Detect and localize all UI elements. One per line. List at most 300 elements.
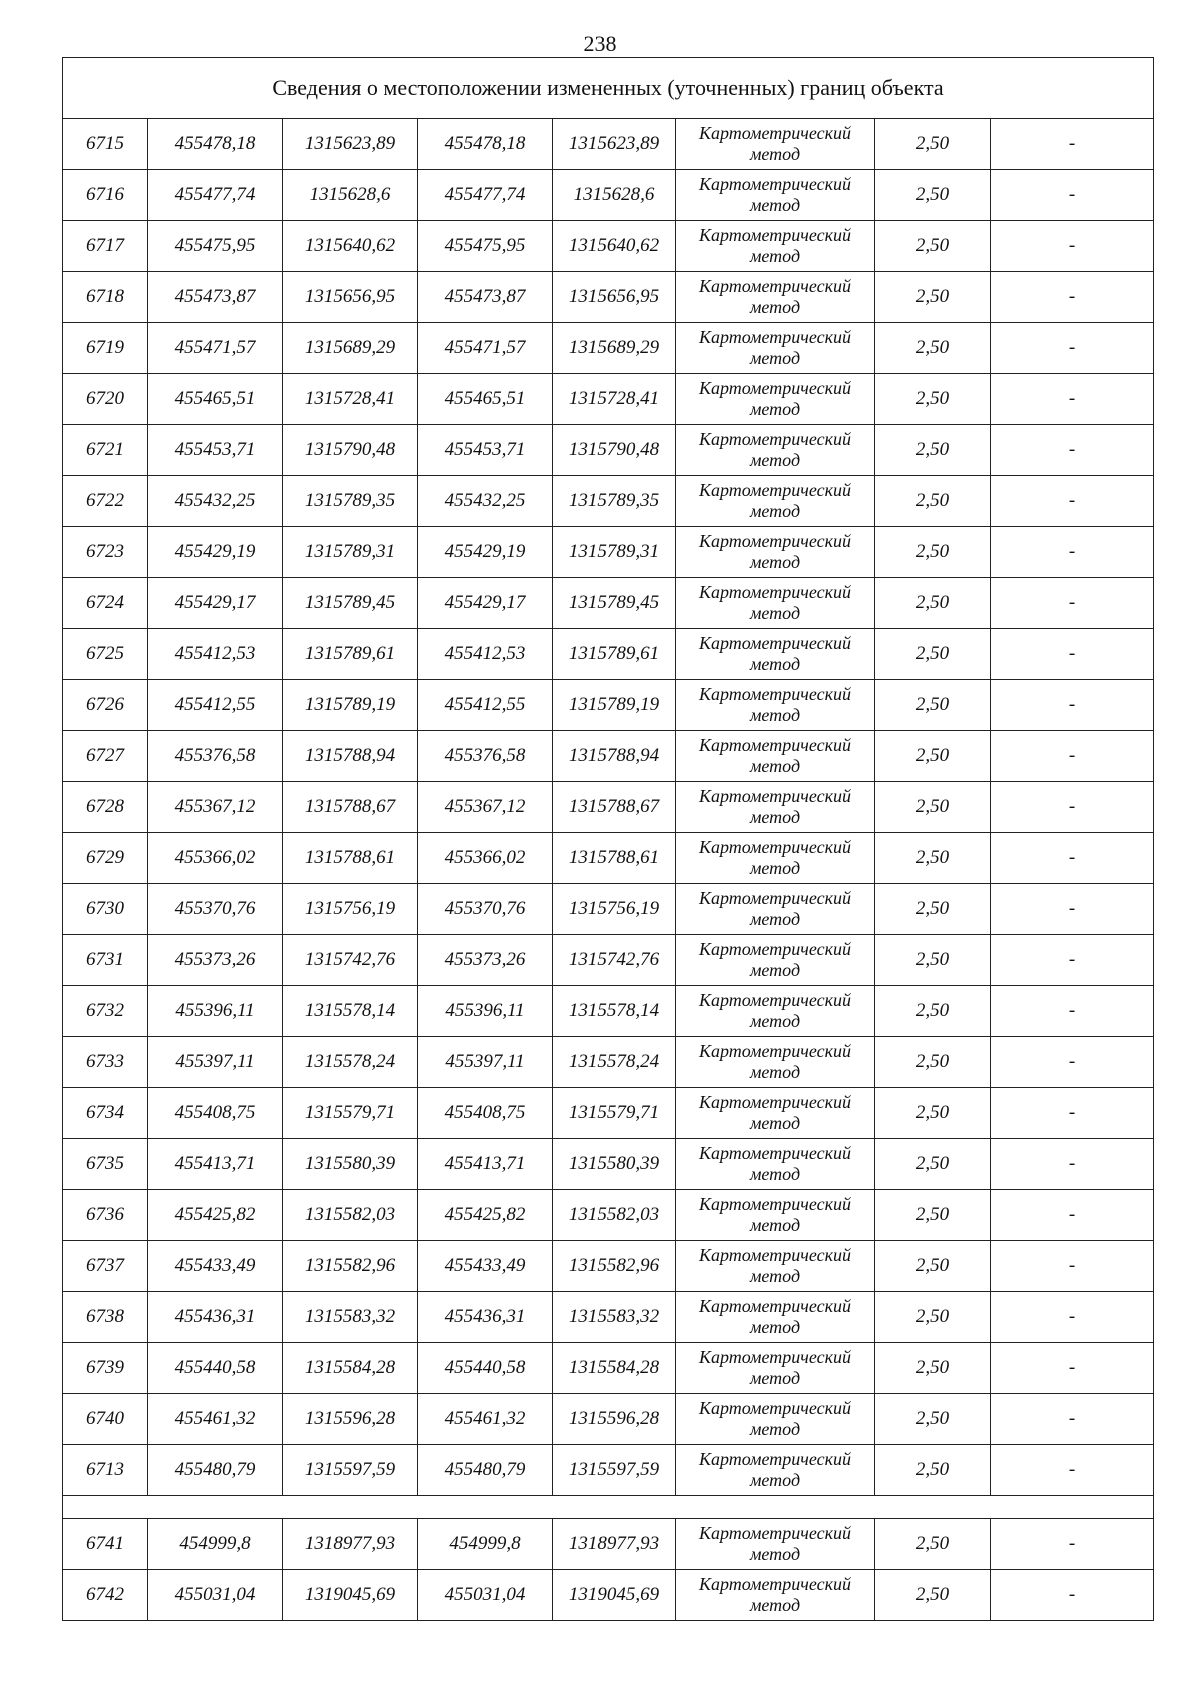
method-line-1: Картометрический [698,1398,851,1418]
method-line-1: Картометрический [698,939,851,959]
method-line-2: метод [749,501,801,521]
existing-y-cell: 1315789,61 [283,629,418,680]
note-cell: - [991,476,1154,527]
existing-y-cell: 1315742,76 [283,935,418,986]
existing-y-cell: 1315640,62 [283,221,418,272]
method-line-2: метод [749,603,801,623]
method-line-2: метод [749,807,801,827]
existing-x-cell: 455477,74 [148,170,283,221]
point-number-cell: 6722 [63,476,148,527]
method-cell [676,1394,875,1445]
table-title: Сведения о местоположении измененных (уточненных) границ объекта [63,58,1154,119]
refined-y-cell: 1315640,62 [553,221,676,272]
method-cell [676,1139,875,1190]
refined-y-cell: 1315789,19 [553,680,676,731]
point-number-cell: 6717 [63,221,148,272]
table-row [63,323,1154,374]
point-number-cell: 6727 [63,731,148,782]
method-line-2: метод [749,1164,801,1184]
refined-y-cell: 1315584,28 [553,1343,676,1394]
table-row [63,1190,1154,1241]
method-cell [676,1241,875,1292]
note-cell: - [991,731,1154,782]
table-row [63,1343,1154,1394]
method-line-2: метод [749,1544,801,1564]
method-cell [676,323,875,374]
group-separator-row [63,1496,1154,1519]
accuracy-cell: 2,50 [875,1292,991,1343]
method-line-2: метод [749,1011,801,1031]
note-cell: - [991,425,1154,476]
point-number-cell: 6725 [63,629,148,680]
note-cell: - [991,629,1154,680]
existing-x-cell: 455031,04 [148,1570,283,1621]
refined-x-cell: 455478,18 [418,119,553,170]
accuracy-cell: 2,50 [875,833,991,884]
method-line-1: Картометрический [698,990,851,1010]
accuracy-cell: 2,50 [875,935,991,986]
refined-y-cell: 1315789,35 [553,476,676,527]
accuracy-cell: 2,50 [875,1394,991,1445]
existing-y-cell: 1315789,45 [283,578,418,629]
existing-x-cell: 455408,75 [148,1088,283,1139]
method-line-2: метод [749,399,801,419]
method-cell [676,680,875,731]
point-number-cell: 6735 [63,1139,148,1190]
method-line-2: метод [749,1419,801,1439]
method-line-2: метод [749,1113,801,1133]
accuracy-cell: 2,50 [875,1445,991,1496]
accuracy-cell: 2,50 [875,578,991,629]
method-line-2: метод [749,1470,801,1490]
method-cell [676,1570,875,1621]
point-number-cell: 6728 [63,782,148,833]
method-cell [676,1190,875,1241]
note-cell: - [991,680,1154,731]
accuracy-cell: 2,50 [875,119,991,170]
method-line-2: метод [749,297,801,317]
note-cell: - [991,1088,1154,1139]
refined-x-cell: 455031,04 [418,1570,553,1621]
refined-x-cell: 455453,71 [418,425,553,476]
existing-y-cell: 1315579,71 [283,1088,418,1139]
note-cell: - [991,1394,1154,1445]
method-cell [676,1037,875,1088]
method-cell [676,527,875,578]
existing-x-cell: 455432,25 [148,476,283,527]
note-cell: - [991,884,1154,935]
refined-x-cell: 455412,53 [418,629,553,680]
accuracy-cell: 2,50 [875,323,991,374]
method-line-1: Картометрический [698,531,851,551]
refined-y-cell: 1315583,32 [553,1292,676,1343]
point-number-cell: 6729 [63,833,148,884]
method-line-1: Картометрический [698,429,851,449]
existing-x-cell: 455473,87 [148,272,283,323]
existing-y-cell: 1315788,67 [283,782,418,833]
refined-x-cell: 455413,71 [418,1139,553,1190]
existing-y-cell: 1315789,35 [283,476,418,527]
table-row [63,425,1154,476]
note-cell: - [991,935,1154,986]
method-line-2: метод [749,348,801,368]
refined-x-cell: 455461,32 [418,1394,553,1445]
method-line-2: метод [749,195,801,215]
point-number-cell: 6738 [63,1292,148,1343]
table-row [63,1088,1154,1139]
existing-y-cell: 1315789,31 [283,527,418,578]
refined-y-cell: 1315790,48 [553,425,676,476]
method-line-1: Картометрический [698,582,851,602]
point-number-cell: 6723 [63,527,148,578]
refined-x-cell: 455397,11 [418,1037,553,1088]
point-number-cell: 6737 [63,1241,148,1292]
refined-y-cell: 1315789,31 [553,527,676,578]
existing-x-cell: 455453,71 [148,425,283,476]
refined-y-cell: 1315788,61 [553,833,676,884]
table-row [63,119,1154,170]
table-title-row [63,58,1154,119]
note-cell: - [991,119,1154,170]
table-row [63,935,1154,986]
method-line-2: метод [749,960,801,980]
method-cell [676,935,875,986]
method-cell [676,119,875,170]
method-line-1: Картометрический [698,684,851,704]
point-number-cell: 6733 [63,1037,148,1088]
accuracy-cell: 2,50 [875,1139,991,1190]
table-row [63,833,1154,884]
refined-y-cell: 1315597,59 [553,1445,676,1496]
existing-x-cell: 455370,76 [148,884,283,935]
table-row [63,1241,1154,1292]
existing-x-cell: 455429,17 [148,578,283,629]
method-line-2: метод [749,909,801,929]
accuracy-cell: 2,50 [875,527,991,578]
point-number-cell: 6730 [63,884,148,935]
existing-x-cell: 455471,57 [148,323,283,374]
method-cell [676,884,875,935]
existing-y-cell: 1315580,39 [283,1139,418,1190]
method-line-1: Картометрический [698,378,851,398]
method-line-1: Картометрический [698,1194,851,1214]
refined-x-cell: 455412,55 [418,680,553,731]
table-row [63,374,1154,425]
accuracy-cell: 2,50 [875,170,991,221]
method-line-1: Картометрический [698,1296,851,1316]
existing-y-cell: 1315656,95 [283,272,418,323]
accuracy-cell: 2,50 [875,629,991,680]
method-line-1: Картометрический [698,1523,851,1543]
table-row [63,1139,1154,1190]
method-line-2: метод [749,654,801,674]
existing-y-cell: 1315578,24 [283,1037,418,1088]
page-number: 238 [583,31,617,56]
method-cell [676,731,875,782]
accuracy-cell: 2,50 [875,425,991,476]
point-number-cell: 6724 [63,578,148,629]
refined-x-cell: 455425,82 [418,1190,553,1241]
point-number-cell: 6721 [63,425,148,476]
table-row [63,272,1154,323]
point-number-cell: 6715 [63,119,148,170]
refined-x-cell: 455370,76 [418,884,553,935]
point-number-cell: 6742 [63,1570,148,1621]
note-cell: - [991,221,1154,272]
method-cell [676,1088,875,1139]
method-cell [676,986,875,1037]
method-line-1: Картометрический [698,1574,851,1594]
method-line-2: метод [749,1266,801,1286]
method-line-2: метод [749,246,801,266]
table-row [63,1570,1154,1621]
refined-x-cell: 455477,74 [418,170,553,221]
existing-x-cell: 455475,95 [148,221,283,272]
method-cell [676,833,875,884]
method-line-2: метод [749,1595,801,1615]
accuracy-cell: 2,50 [875,272,991,323]
note-cell: - [991,986,1154,1037]
existing-y-cell: 1315788,94 [283,731,418,782]
refined-x-cell: 455475,95 [418,221,553,272]
point-number-cell: 6720 [63,374,148,425]
refined-y-cell: 1315596,28 [553,1394,676,1445]
method-line-1: Картометрический [698,1092,851,1112]
method-cell [676,1445,875,1496]
existing-y-cell: 1315578,14 [283,986,418,1037]
method-line-2: метод [749,858,801,878]
refined-x-cell: 454999,8 [418,1519,553,1570]
table-row [63,629,1154,680]
refined-y-cell: 1315623,89 [553,119,676,170]
refined-y-cell: 1315742,76 [553,935,676,986]
existing-y-cell: 1315788,61 [283,833,418,884]
note-cell: - [991,833,1154,884]
method-line-1: Картометрический [698,327,851,347]
accuracy-cell: 2,50 [875,374,991,425]
note-cell: - [991,1519,1154,1570]
note-cell: - [991,782,1154,833]
accuracy-cell: 2,50 [875,1037,991,1088]
existing-x-cell: 455366,02 [148,833,283,884]
accuracy-cell: 2,50 [875,782,991,833]
table-row [63,1292,1154,1343]
refined-y-cell: 1315579,71 [553,1088,676,1139]
table-row [63,170,1154,221]
method-cell [676,629,875,680]
refined-y-cell: 1315656,95 [553,272,676,323]
method-cell [676,1292,875,1343]
note-cell: - [991,1139,1154,1190]
accuracy-cell: 2,50 [875,731,991,782]
method-cell [676,578,875,629]
method-line-1: Картометрический [698,633,851,653]
existing-x-cell: 454999,8 [148,1519,283,1570]
refined-x-cell: 455471,57 [418,323,553,374]
refined-x-cell: 455436,31 [418,1292,553,1343]
refined-y-cell: 1315788,67 [553,782,676,833]
note-cell: - [991,1190,1154,1241]
method-line-1: Картометрический [698,480,851,500]
note-cell: - [991,374,1154,425]
existing-y-cell: 1315623,89 [283,119,418,170]
method-line-2: метод [749,450,801,470]
existing-x-cell: 455396,11 [148,986,283,1037]
note-cell: - [991,323,1154,374]
refined-y-cell: 1315756,19 [553,884,676,935]
note-cell: - [991,1570,1154,1621]
table-row [63,986,1154,1037]
accuracy-cell: 2,50 [875,1088,991,1139]
existing-x-cell: 455436,31 [148,1292,283,1343]
method-line-1: Картометрический [698,888,851,908]
accuracy-cell: 2,50 [875,1190,991,1241]
method-line-1: Картометрический [698,1245,851,1265]
existing-y-cell: 1315597,59 [283,1445,418,1496]
existing-y-cell: 1315790,48 [283,425,418,476]
table-row [63,1394,1154,1445]
existing-y-cell: 1315689,29 [283,323,418,374]
table-row [63,578,1154,629]
method-line-2: метод [749,1215,801,1235]
method-line-1: Картометрический [698,1143,851,1163]
method-cell [676,782,875,833]
note-cell: - [991,1445,1154,1496]
coordinates-table [62,57,1154,1621]
refined-x-cell: 455376,58 [418,731,553,782]
note-cell: - [991,578,1154,629]
existing-x-cell: 455412,53 [148,629,283,680]
method-line-2: метод [749,705,801,725]
existing-x-cell: 455397,11 [148,1037,283,1088]
accuracy-cell: 2,50 [875,1570,991,1621]
method-cell [676,1519,875,1570]
refined-x-cell: 455440,58 [418,1343,553,1394]
accuracy-cell: 2,50 [875,476,991,527]
refined-y-cell: 1315789,45 [553,578,676,629]
accuracy-cell: 2,50 [875,221,991,272]
note-cell: - [991,170,1154,221]
refined-x-cell: 455408,75 [418,1088,553,1139]
method-cell [676,374,875,425]
refined-x-cell: 455366,02 [418,833,553,884]
method-line-1: Картометрический [698,837,851,857]
point-number-cell: 6736 [63,1190,148,1241]
existing-y-cell: 1315583,32 [283,1292,418,1343]
table-row [63,782,1154,833]
point-number-cell: 6741 [63,1519,148,1570]
table-row [63,1445,1154,1496]
existing-y-cell: 1315728,41 [283,374,418,425]
refined-y-cell: 1319045,69 [553,1570,676,1621]
method-line-1: Картометрический [698,1449,851,1469]
table-row [63,527,1154,578]
method-line-2: метод [749,756,801,776]
existing-x-cell: 455478,18 [148,119,283,170]
existing-y-cell: 1315789,19 [283,680,418,731]
refined-y-cell: 1315788,94 [553,731,676,782]
refined-x-cell: 455480,79 [418,1445,553,1496]
refined-y-cell: 1315580,39 [553,1139,676,1190]
note-cell: - [991,1241,1154,1292]
refined-y-cell: 1315578,14 [553,986,676,1037]
method-cell [676,476,875,527]
accuracy-cell: 2,50 [875,1519,991,1570]
accuracy-cell: 2,50 [875,680,991,731]
existing-x-cell: 455433,49 [148,1241,283,1292]
note-cell: - [991,1292,1154,1343]
refined-x-cell: 455465,51 [418,374,553,425]
group-separator-cell [63,1496,1154,1519]
note-cell: - [991,527,1154,578]
method-line-1: Картометрический [698,1347,851,1367]
point-number-cell: 6726 [63,680,148,731]
point-number-cell: 6713 [63,1445,148,1496]
method-cell [676,221,875,272]
point-number-cell: 6716 [63,170,148,221]
existing-y-cell: 1315596,28 [283,1394,418,1445]
refined-y-cell: 1315789,61 [553,629,676,680]
existing-x-cell: 455465,51 [148,374,283,425]
refined-y-cell: 1315578,24 [553,1037,676,1088]
existing-y-cell: 1319045,69 [283,1570,418,1621]
table-row [63,884,1154,935]
method-line-2: метод [749,144,801,164]
point-number-cell: 6731 [63,935,148,986]
table-row [63,476,1154,527]
existing-x-cell: 455480,79 [148,1445,283,1496]
table-body [63,58,1154,1621]
refined-x-cell: 455473,87 [418,272,553,323]
table-row [63,680,1154,731]
refined-x-cell: 455396,11 [418,986,553,1037]
note-cell: - [991,1037,1154,1088]
note-cell: - [991,272,1154,323]
refined-y-cell: 1315728,41 [553,374,676,425]
method-cell [676,425,875,476]
existing-x-cell: 455367,12 [148,782,283,833]
point-number-cell: 6734 [63,1088,148,1139]
accuracy-cell: 2,50 [875,1343,991,1394]
refined-y-cell: 1315582,96 [553,1241,676,1292]
refined-y-cell: 1315628,6 [553,170,676,221]
point-number-cell: 6739 [63,1343,148,1394]
point-number-cell: 6719 [63,323,148,374]
method-line-2: метод [749,1368,801,1388]
existing-x-cell: 455376,58 [148,731,283,782]
point-number-cell: 6740 [63,1394,148,1445]
existing-x-cell: 455429,19 [148,527,283,578]
point-number-cell: 6718 [63,272,148,323]
method-cell [676,170,875,221]
point-number-cell: 6732 [63,986,148,1037]
refined-x-cell: 455367,12 [418,782,553,833]
existing-y-cell: 1315628,6 [283,170,418,221]
table-row [63,1037,1154,1088]
existing-x-cell: 455440,58 [148,1343,283,1394]
existing-y-cell: 1315582,96 [283,1241,418,1292]
method-cell [676,1343,875,1394]
method-line-2: метод [749,1317,801,1337]
refined-x-cell: 455373,26 [418,935,553,986]
refined-x-cell: 455433,49 [418,1241,553,1292]
table-row [63,1519,1154,1570]
existing-x-cell: 455461,32 [148,1394,283,1445]
method-line-1: Картометрический [698,735,851,755]
method-line-1: Картометрический [698,276,851,296]
existing-y-cell: 1318977,93 [283,1519,418,1570]
existing-y-cell: 1315756,19 [283,884,418,935]
